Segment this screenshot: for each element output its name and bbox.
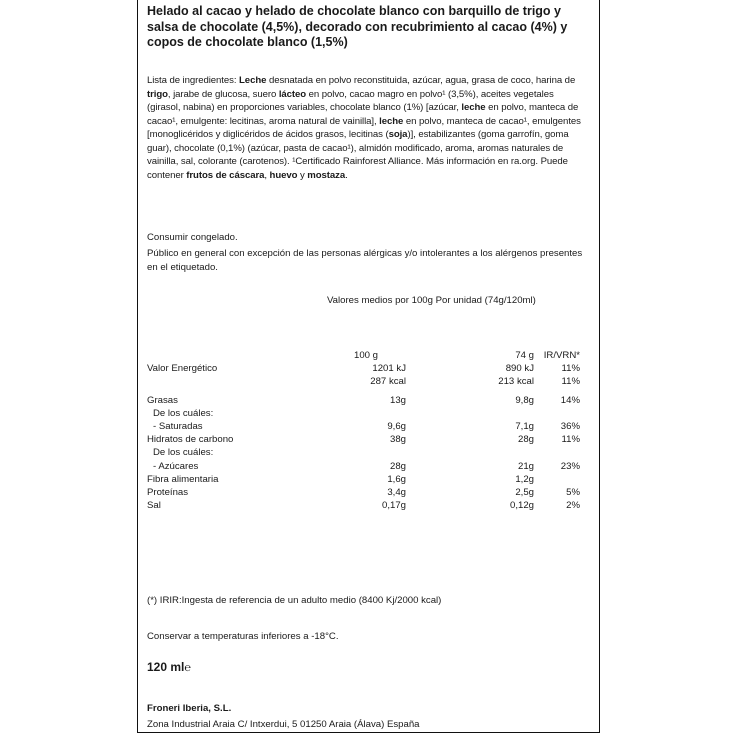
value-per-unit: 890 kJ [505,363,534,375]
ingredient-text: , jarabe de glucosa, suero [167,88,279,100]
ingredients-list [147,74,587,182]
nutrition-column-headers [147,349,580,362]
nutrient-name: Fibra alimentaria [147,473,219,485]
nutrition-row [147,407,580,420]
net-quantity [147,660,191,674]
nutrient-name: Hidratos de carbono [147,434,234,446]
allergen-text: huevo [269,169,298,181]
value-per-100g: 1,6g [387,473,406,485]
nutrition-row [147,433,580,446]
ingredient-text: desnatada en polvo reconstituida, azúcar, agua, grasa de coco, harina de [266,75,576,86]
value-per-100g: 28g [389,460,406,472]
value-per-unit: 21g [517,460,534,472]
value-ir [534,473,580,486]
value-per-100g [326,446,406,459]
value-ir [534,446,580,459]
nutrition-row [147,499,580,512]
ingredient-text: en polvo, cacao magro en polvo¹ (3,5%), aceites vegetales (girasol, nabina) en proporciones variables, chocolate blanco (1%) [azúcar, [147,88,554,113]
ingredient-text: en polvo, manteca de cacao¹, emulgente: lecitinas, aroma natural de vainilla], [147,102,579,127]
public-note: Público en general con excepción de las personas alérgicas y/o intolerantes a los alérgenos presentes en el etiquetado. [147,248,583,273]
value-per-unit [406,407,534,420]
value-per-100g: 0,17g [381,500,406,512]
value-per-unit: 0,12g [509,500,534,512]
allergen-text: leche [461,102,486,113]
nutrient-name: De los cuáles: [153,407,214,419]
nutrient-name: Proteínas [147,487,189,499]
value-per-100g: 1201 kJ [372,363,406,375]
nutrient-name: - Azúcares [153,460,199,472]
column-per-unit: 74 g [515,350,534,361]
ingredient-text: y [297,169,308,181]
value-per-100g [326,407,406,420]
nutrition-row [147,375,580,388]
storage-note: Consumir congelado. [147,232,238,243]
nutrition-row [147,486,580,499]
company-address: Zona Industrial Araia C/ Intxerdui, 5 01250 Araia (Álava) España [147,719,420,730]
value-ir: 11% [561,363,580,375]
ingredient-text: , [264,169,270,181]
nutrition-row [147,446,580,459]
value-ir: 11% [561,376,580,388]
value-per-100g: 3,4g [387,487,406,499]
allergen-text: soja [388,129,408,140]
value-ir: 23% [560,460,580,472]
value-per-100g: 9,6g [387,421,406,433]
value-ir: 14% [560,394,580,406]
ir-footnote: (*) IRIR:Ingesta de referencia de un adulto medio (8400 Kj/2000 kcal) [147,595,442,606]
nutrient-name: - Saturadas [153,421,203,433]
allergen-text: lácteo [278,88,307,100]
value-per-unit: 9,8g [515,394,534,406]
value-ir: 5% [566,487,580,499]
nutrition-row [147,394,580,407]
conservation-note: Conservar a temperaturas inferiores a -18°C. [147,631,339,642]
nutrient-name: Grasas [147,394,178,406]
quantity-value: 120 ml [147,660,185,674]
value-per-unit: 7,1g [515,421,534,433]
nutrition-table [147,349,580,512]
nutrient-name: De los cuáles: [153,447,214,459]
value-ir [534,407,580,420]
value-ir: 36% [560,421,580,433]
nutrient-name: Valor Energético [147,363,218,375]
value-per-100g: 13g [389,394,406,406]
ingredient-text: Lista de ingredientes: [147,75,240,86]
nutrition-header: Valores medios por 100g Por unidad (74g/120ml) [327,295,536,306]
column-ir: IR/VRN* [543,350,580,361]
ingredient-text: . [345,169,348,181]
value-per-unit: 1,2g [515,473,534,485]
value-per-unit [406,446,534,459]
company-name: Froneri Iberia, S.L. [147,703,232,714]
product-label [137,0,600,733]
allergen-text: mostaza [307,169,346,181]
value-per-unit: 28g [517,434,534,446]
product-title: Helado al cacao y helado de chocolate blanco con barquillo de trigo y salsa de chocolate (4,5%), decorado con recubrimiento al cacao (4%) y copos de chocolate blanco (1,5%) [147,4,568,49]
allergen-text: trigo [147,88,168,100]
ingredient-text: )], estabilizantes (goma garrofín, goma guar), chocolate (0,1%) (azúcar, pasta de cacao¹), almidón modificado, aroma, aromas naturales de vainilla, sal, colorante (carotenos). ¹Certificado Rainforest Alliance. Más información en ra.org. Puede contener [147,129,569,181]
value-per-100g: 287 kcal [370,376,406,388]
nutrient-name: Sal [147,500,161,512]
estimated-sign-icon: ℮ [184,662,191,674]
value-per-unit: 213 kcal [498,376,534,388]
allergen-text: leche [379,115,404,127]
nutrition-row [147,420,580,433]
allergen-text: Leche [239,75,267,86]
nutrition-row [147,460,580,473]
column-per-100g: 100 g [353,350,378,361]
value-per-100g: 38g [389,434,406,446]
nutrition-row [147,362,580,375]
nutrition-row [147,473,580,486]
value-per-unit: 2,5g [515,487,534,499]
ingredient-text: en polvo, manteca de cacao¹, emulgentes [monoglicéridos y diglicéridos de ácidos grasos, lecitinas ( [147,115,581,140]
nutrient-name [147,375,326,388]
allergen-text: frutos de cáscara [186,169,265,181]
value-ir: 2% [566,500,580,512]
value-ir: 11% [561,434,580,446]
